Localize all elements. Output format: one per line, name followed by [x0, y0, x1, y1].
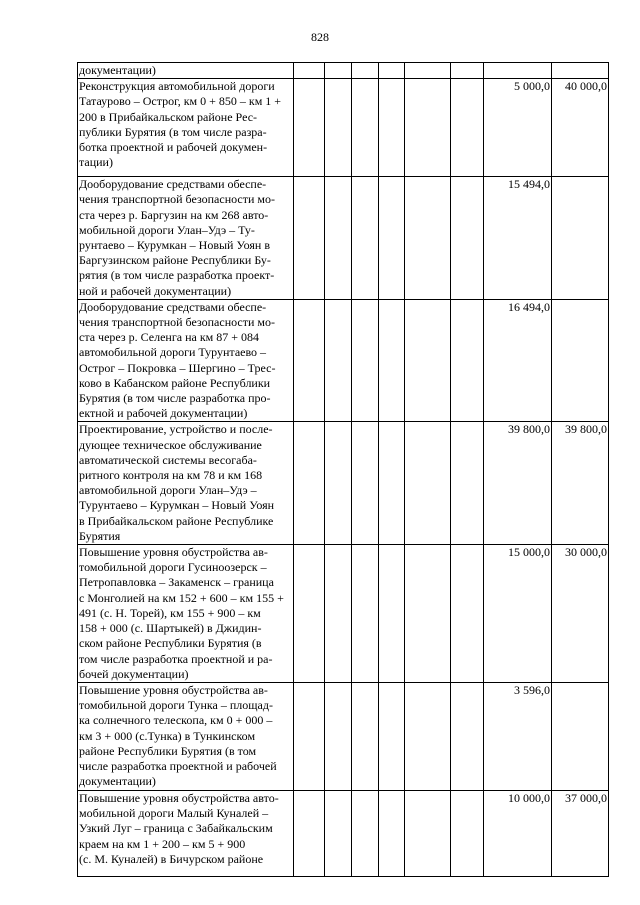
- value-cell: 39 800,0: [484, 422, 552, 545]
- description-line: ной и рабочей документации): [79, 283, 232, 298]
- table-row: [78, 545, 609, 683]
- value-cell: [484, 63, 552, 79]
- description-line: Узкий Луг – граница с Забайкальским: [79, 821, 273, 836]
- empty-cell: [325, 790, 352, 876]
- table-row: [78, 682, 609, 790]
- description-line: автомобильной дороги Улан–Удэ –: [79, 483, 257, 498]
- description-line: документации): [79, 63, 156, 77]
- description-line: ботка проектной и рабочей докумен-: [79, 140, 268, 155]
- description-line: ском районе Республики Бурятия (в: [79, 636, 262, 651]
- description-line: документации): [79, 774, 156, 789]
- value-cell: 16 494,0: [484, 299, 552, 422]
- empty-cell: [405, 177, 451, 300]
- value-cell: 15 494,0: [484, 177, 552, 300]
- description-line: (с. М. Куналей) в Бичурском районе: [79, 851, 264, 866]
- description-line: Бурятия: [79, 528, 121, 543]
- empty-cell: [405, 545, 451, 683]
- description-line: чения транспортной безопасности мо-: [79, 315, 276, 330]
- value-cell: 10 000,0: [484, 790, 552, 876]
- value-cell: 5 000,0: [484, 79, 552, 177]
- row-description: [78, 422, 294, 545]
- description-line: с Монголией на км 152 + 600 – км 155 +: [79, 590, 284, 605]
- description-line: бочей документации): [79, 666, 189, 681]
- empty-cell: [294, 63, 325, 79]
- description-line: в Прибайкальском районе Республике: [79, 513, 274, 528]
- description-line: ста через р. Баргузин на км 268 авто-: [79, 207, 269, 222]
- row-description: [78, 79, 294, 177]
- empty-cell: [352, 545, 379, 683]
- empty-cell: [352, 790, 379, 876]
- value-cell: [552, 63, 609, 79]
- description-line: Повышение уровня обустройства ав-: [79, 682, 268, 697]
- description-line: Проектирование, устройство и после-: [79, 422, 273, 437]
- empty-cell: [451, 299, 484, 422]
- page-number: 828: [311, 30, 329, 44]
- description-line: Турунтаево – Курумкан – Новый Уоян: [79, 498, 275, 513]
- description-line: томобильной дороги Тунка – площад-: [79, 698, 273, 713]
- value-cell: 37 000,0: [552, 790, 609, 876]
- table-row: [78, 422, 609, 545]
- description-line: Баргузинском районе Республики Бу-: [79, 253, 271, 268]
- empty-cell: [352, 299, 379, 422]
- description-line: Дооборудование средствами обеспе-: [79, 177, 267, 192]
- table-row: [78, 177, 609, 300]
- empty-cell: [379, 177, 405, 300]
- empty-cell: [405, 299, 451, 422]
- empty-cell: [294, 177, 325, 300]
- empty-cell: [451, 790, 484, 876]
- description-line: мобильной дороги Улан–Удэ – Ту-: [79, 222, 255, 237]
- description-line: районе Республики Бурятия (в том: [79, 743, 257, 758]
- empty-cell: [325, 79, 352, 177]
- row-description: [78, 545, 294, 683]
- empty-cell: [379, 63, 405, 79]
- empty-cell: [325, 299, 352, 422]
- empty-cell: [451, 682, 484, 790]
- empty-cell: [294, 79, 325, 177]
- description-line: ста через р. Селенга на км 87 + 084: [79, 330, 260, 345]
- empty-cell: [379, 790, 405, 876]
- value-cell: 15 000,0: [484, 545, 552, 683]
- empty-cell: [294, 790, 325, 876]
- empty-cell: [352, 177, 379, 300]
- empty-cell: [405, 79, 451, 177]
- empty-cell: [451, 545, 484, 683]
- description-line: ка солнечного телескопа, км 0 + 000 –: [79, 713, 273, 728]
- empty-cell: [294, 545, 325, 683]
- table-row: [78, 790, 609, 876]
- empty-cell: [294, 682, 325, 790]
- description-line: автоматической системы весогаба-: [79, 452, 257, 467]
- empty-cell: [379, 545, 405, 683]
- description-line: Татаурово – Острог, км 0 + 850 – км 1 +: [79, 94, 282, 109]
- description-line: рунтаево – Курумкан – Новый Уоян в: [79, 238, 271, 253]
- description-line: том числе разработка проектной и ра-: [79, 651, 273, 666]
- empty-cell: [325, 682, 352, 790]
- value-cell: [552, 299, 609, 422]
- description-line: тации): [79, 155, 113, 170]
- value-cell: 40 000,0: [552, 79, 609, 177]
- description-line: км 3 + 000 (с.Тунка) в Тункинском: [79, 728, 256, 743]
- row-description: [78, 682, 294, 790]
- empty-cell: [294, 422, 325, 545]
- description-line: Повышение уровня обустройства авто-: [79, 790, 279, 805]
- description-line: 200 в Прибайкальском районе Рес-: [79, 109, 258, 124]
- empty-cell: [405, 63, 451, 79]
- description-line: чения транспортной безопасности мо-: [79, 192, 276, 207]
- description-line: публики Бурятия (в том числе разра-: [79, 124, 267, 139]
- empty-cell: [405, 790, 451, 876]
- empty-cell: [451, 63, 484, 79]
- empty-cell: [352, 422, 379, 545]
- empty-cell: [405, 422, 451, 545]
- empty-cell: [451, 177, 484, 300]
- description-line: Повышение уровня обустройства ав-: [79, 545, 268, 560]
- description-line: числе разработка проектной и рабочей: [79, 758, 277, 773]
- description-line: рятия (в том числе разработка проект-: [79, 268, 275, 283]
- description-line: ектной и рабочей документации): [79, 406, 248, 421]
- table-row: [78, 63, 609, 79]
- table-row: [78, 79, 609, 177]
- value-cell: 39 800,0: [552, 422, 609, 545]
- empty-cell: [325, 63, 352, 79]
- empty-cell: [352, 682, 379, 790]
- description-line: Петропавловка – Закаменск – граница: [79, 575, 274, 590]
- description-line: мобильной дороги Малый Куналей –: [79, 806, 269, 821]
- empty-cell: [451, 79, 484, 177]
- value-cell: [552, 177, 609, 300]
- empty-cell: [379, 79, 405, 177]
- row-description: [78, 299, 294, 422]
- description-line: Острог – Покровка – Шергино – Трес-: [79, 360, 276, 375]
- description-line: Реконструкция автомобильной дороги: [79, 79, 275, 94]
- description-line: ритного контроля на км 78 и км 168: [79, 468, 263, 483]
- empty-cell: [325, 422, 352, 545]
- table-row: [78, 299, 609, 422]
- empty-cell: [294, 299, 325, 422]
- description-line: Бурятия (в том числе разработка про-: [79, 391, 271, 406]
- budget-table: [77, 62, 609, 877]
- description-line: автомобильной дороги Турунтаево –: [79, 345, 267, 360]
- empty-cell: [352, 79, 379, 177]
- description-line: Дооборудование средствами обеспе-: [79, 299, 267, 314]
- row-description: [78, 63, 294, 79]
- description-line: краем на км 1 + 200 – км 5 + 900: [79, 836, 246, 851]
- empty-cell: [451, 422, 484, 545]
- value-cell: [552, 682, 609, 790]
- description-line: дующее техническое обслуживание: [79, 437, 262, 452]
- empty-cell: [405, 682, 451, 790]
- row-description: [78, 790, 294, 876]
- value-cell: 30 000,0: [552, 545, 609, 683]
- empty-cell: [379, 299, 405, 422]
- description-line: ково в Кабанском районе Республики: [79, 375, 271, 390]
- empty-cell: [379, 422, 405, 545]
- value-cell: 3 596,0: [484, 682, 552, 790]
- description-line: томобильной дороги Гусиноозерск –: [79, 560, 267, 575]
- row-description: [78, 177, 294, 300]
- description-line: 491 (с. Н. Торей), км 155 + 900 – км: [79, 605, 261, 620]
- empty-cell: [352, 63, 379, 79]
- empty-cell: [379, 682, 405, 790]
- empty-cell: [325, 177, 352, 300]
- description-line: 158 + 000 (с. Шартыкей) в Джидин-: [79, 621, 262, 636]
- empty-cell: [325, 545, 352, 683]
